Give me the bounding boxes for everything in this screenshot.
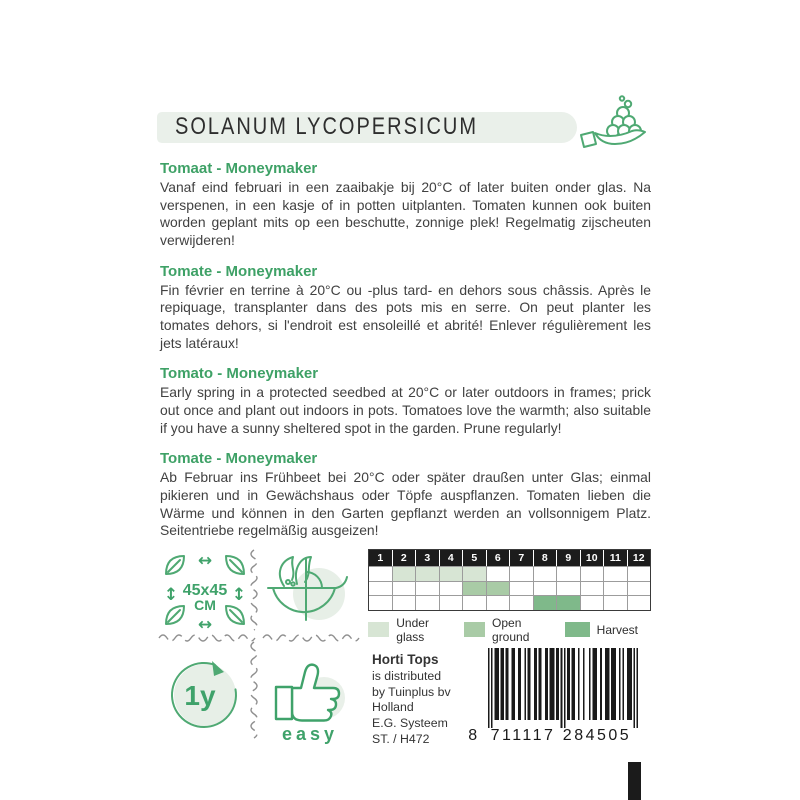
legend-label-under-glass: Under glass — [396, 615, 429, 644]
calendar-month-cell: 6 — [487, 550, 511, 566]
spacing-unit-label: CM — [194, 597, 216, 613]
distributor-line: E.G. Systeem — [372, 716, 448, 731]
calendar-cell — [628, 581, 651, 596]
calendar-cell — [369, 566, 393, 581]
divider-horizontal-right — [262, 630, 360, 648]
print-registration-mark — [628, 762, 641, 800]
difficulty-label: easy — [281, 724, 339, 744]
section-heading-de: Tomate - Moneymaker — [160, 450, 318, 468]
section-body-fr: Fin février en terrine à 20°C ou -plus tard- en dehors sous châssis. Après le repiquage, transplanter dans des pots mis en serre. On peut planter les tomates dehors, si l'endroit est ensoleillé et abrité! Enlever régulièrement les jets latéraux! — [160, 281, 651, 351]
salad-bowl-icon — [266, 550, 352, 635]
svg-text:↕: ↕ — [163, 585, 179, 605]
legend-swatch-open-ground — [464, 622, 485, 637]
calendar-cell — [581, 595, 605, 610]
svg-text:↔: ↔ — [197, 615, 213, 632]
calendar-month-cell: 8 — [534, 550, 558, 566]
calendar-cell — [393, 581, 417, 596]
barcode-digits-right: 284505 — [562, 727, 632, 744]
section-heading-nl: Tomaat - Moneymaker — [160, 160, 318, 177]
calendar-cell — [628, 595, 651, 610]
sowing-calendar — [368, 549, 651, 644]
barcode-digit-first: 8 — [468, 727, 480, 744]
section-body-en: Early spring in a protected seedbed at 20°C or later outdoors in frames; prick out once and plant out indoors in pots. Tomatoes love the warmth; also suitable if you have a sunny sheltered spot in the garden. Prune regularly! — [160, 384, 651, 436]
calendar-cell — [534, 581, 558, 596]
legend-swatch-under-glass — [368, 622, 389, 637]
calendar-month-cell: 11 — [604, 550, 628, 566]
one-year-cycle-icon — [158, 648, 248, 741]
calendar-cell — [416, 595, 440, 610]
calendar-cell — [604, 566, 628, 581]
distributor-line: by Tuinplus bv — [372, 684, 451, 699]
distributor-name: Horti Tops — [372, 652, 439, 667]
section-body-nl: Vanaf eind februari in een zaaibakje bij 20°C of later buiten onder glas. Na verspenen, in een kasje of in potten uitplanten. Tomaten kunnen ook buiten worden geplant mits op een beschutte, zonnige plek! Regelmatig zijscheuten verwijderen! — [160, 179, 651, 248]
calendar-cell — [416, 566, 440, 581]
calendar-cell — [487, 566, 511, 581]
section-body-de: Ab Februar ins Frühbeet bei 20°C oder später draußen unter Glas; einmal pikieren und in Gewächshaus oder Töpfe auspflanzen. Tomaten lieben die Wärme und können in den Garten gepflanzt werden an vollsonnigem Platz. Seitentriebe regelmäßig ausgeizen! — [160, 469, 651, 539]
legend-item-open-ground — [464, 616, 552, 644]
calendar-cell — [440, 581, 464, 596]
calendar-cell — [557, 566, 581, 581]
calendar-cell — [393, 595, 417, 610]
cycle-duration-label: 1y — [184, 680, 216, 711]
section-heading-en: Tomato - Moneymaker — [160, 365, 319, 383]
calendar-cell — [416, 581, 440, 596]
calendar-cell — [581, 566, 605, 581]
calendar-month-cell: 2 — [393, 550, 417, 566]
calendar-cell — [581, 581, 605, 596]
calendar-cell — [510, 581, 534, 596]
description-sections — [160, 150, 651, 540]
plant-spacing-icon — [158, 548, 252, 637]
latin-name-title: SOLANUM LYCOPERSICUM — [175, 113, 479, 141]
calendar-month-header — [369, 550, 650, 566]
calendar-row-0 — [369, 566, 650, 581]
calendar-month-cell: 3 — [416, 550, 440, 566]
spacing-value-label: 45x45 — [182, 582, 228, 599]
calendar-legend — [368, 616, 651, 644]
calendar-cell — [510, 595, 534, 610]
calendar-month-cell: 1 — [369, 550, 393, 566]
ean-barcode — [462, 644, 652, 749]
legend-item-under-glass — [368, 616, 451, 644]
difficulty-easy-icon — [270, 650, 350, 749]
calendar-row-1 — [369, 581, 650, 596]
legend-label-harvest: Harvest — [596, 622, 638, 637]
barcode-bars — [488, 648, 638, 728]
calendar-cell — [604, 595, 628, 610]
calendar-cell — [369, 581, 393, 596]
calendar-month-cell: 10 — [581, 550, 605, 566]
calendar-cell — [369, 595, 393, 610]
section-heading-fr: Tomate - Moneymaker — [160, 262, 318, 280]
divider-vertical-top — [249, 549, 259, 638]
calendar-cell — [487, 581, 511, 596]
svg-text:↔: ↔ — [197, 551, 213, 571]
distributor-line: ST. / H472 — [372, 731, 430, 746]
calendar-month-cell: 5 — [463, 550, 487, 566]
calendar-cell — [510, 566, 534, 581]
sowing-calendar-table — [368, 549, 651, 611]
distributor-line: Holland — [372, 700, 414, 715]
calendar-cell — [440, 595, 464, 610]
calendar-cell — [463, 566, 487, 581]
calendar-cell — [534, 595, 558, 610]
distributor-line: is distributed — [372, 669, 442, 683]
calendar-cell — [557, 595, 581, 610]
calendar-cell — [440, 566, 464, 581]
calendar-cell — [393, 566, 417, 581]
legend-item-harvest — [565, 622, 638, 637]
calendar-month-cell: 4 — [440, 550, 464, 566]
calendar-cell — [534, 566, 558, 581]
calendar-cell — [557, 581, 581, 596]
divider-horizontal-left — [158, 630, 256, 648]
calendar-cell — [463, 595, 487, 610]
barcode-digits-left: 711117 — [490, 727, 556, 744]
calendar-month-cell: 9 — [557, 550, 581, 566]
calendar-month-cell: 7 — [510, 550, 534, 566]
calendar-cell — [604, 581, 628, 596]
calendar-month-cell: 12 — [632, 552, 645, 564]
svg-text:↕: ↕ — [231, 585, 247, 605]
calendar-cell — [487, 595, 511, 610]
legend-label-open-ground: Open ground — [492, 615, 530, 644]
legend-swatch-harvest — [565, 622, 590, 637]
header-band — [157, 112, 577, 143]
divider-vertical-bottom — [249, 641, 259, 748]
calendar-cell — [463, 581, 487, 596]
calendar-row-2 — [369, 595, 650, 610]
calendar-cell — [628, 566, 651, 581]
